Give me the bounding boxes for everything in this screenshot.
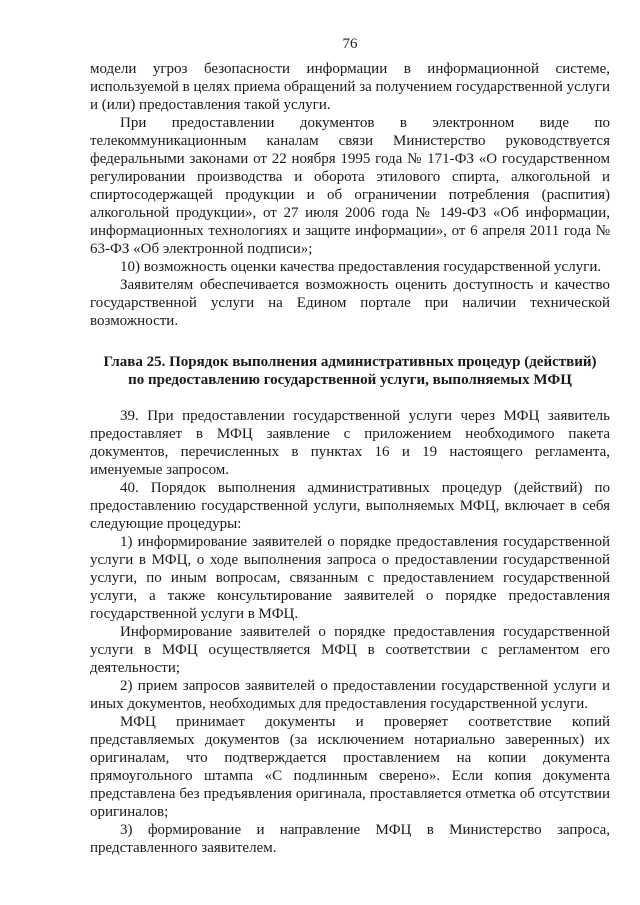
- chapter-heading-line-1: Глава 25. Порядок выполнения административных процедур (действий): [103, 354, 597, 370]
- paragraph-electronic-documents: При предоставлении документов в электронном виде по телекоммуникационным каналам связи Министерство руководствуется федеральными законами от 22 ноября 1995 года № 171-ФЗ «О государственном регулировании производства и оборота этилового спирта, алкогольной и спиртосодержащей продукции и об ограничении потребления (распития) алкогольной продукции», от 27 июля 2006 года № 149-ФЗ «Об информации, информационных технологиях и защите информации», от 6 апреля 2011 года № 63-ФЗ «Об электронной подписи»;: [90, 115, 610, 257]
- document-page: [90, 34, 610, 857]
- paragraph-procedure-2: 2) прием запросов заявителей о предоставлении государственной услуги и иных документов, необходимых для предоставления государственной услуги.: [90, 678, 610, 712]
- paragraph-procedure-1: 1) информирование заявителей о порядке предоставления государственной услуги в МФЦ, о ходе выполнения запроса о предоставлении государственной услуги, по иным вопросам, связанным с предоставлением государственной услуги, а также консультирование заявителей о порядке предоставления государственной услуги в МФЦ.: [90, 534, 610, 622]
- paragraph-mfc-document-check: МФЦ принимает документы и проверяет соответствие копий представляемых документов (за исключением нотариально заверенных) их оригиналам, что подтверждается проставлением на копии документа прямоугольного штампа «С подлинным сверено». Если копия документа представлена без предъявления оригинала, проставляется отметка об отсутствии оригиналов;: [90, 714, 610, 820]
- paragraph-threat-model: модели угроз безопасности информации в информационной системе, используемой в целях приема обращений за получением государственной услуги и (или) предоставления такой услуги.: [90, 61, 610, 113]
- paragraph-quality-assessment: 10) возможность оценки качества предоставления государственной услуги.: [120, 259, 602, 275]
- paragraph-item-40: 40. Порядок выполнения административных процедур (действий) по предоставлению государственной услуги, выполняемых МФЦ, включает в себя следующие процедуры:: [90, 480, 610, 532]
- page-number: 76: [342, 36, 358, 52]
- paragraph-procedure-3: 3) формирование и направление МФЦ в Министерство запроса, представленного заявителем.: [90, 822, 610, 856]
- paragraph-mfc-informing: Информирование заявителей о порядке предоставления государственной услуги в МФЦ осуществляется МФЦ в соответствии с регламентом его деятельности;: [90, 624, 610, 676]
- chapter-heading-line-2: по предоставлению государственной услуги, выполняемых МФЦ: [128, 372, 572, 388]
- paragraph-applicant-evaluation: Заявителям обеспечивается возможность оценить доступность и качество государственной услуги на Едином портале при наличии технической возможности.: [90, 277, 610, 329]
- paragraph-item-39: 39. При предоставлении государственной услуги через МФЦ заявитель предоставляет в МФЦ заявление с приложением необходимого пакета документов, перечисленных в пунктах 16 и 19 настоящего регламента, именуемые запросом.: [90, 408, 610, 478]
- chapter-heading: [90, 353, 610, 389]
